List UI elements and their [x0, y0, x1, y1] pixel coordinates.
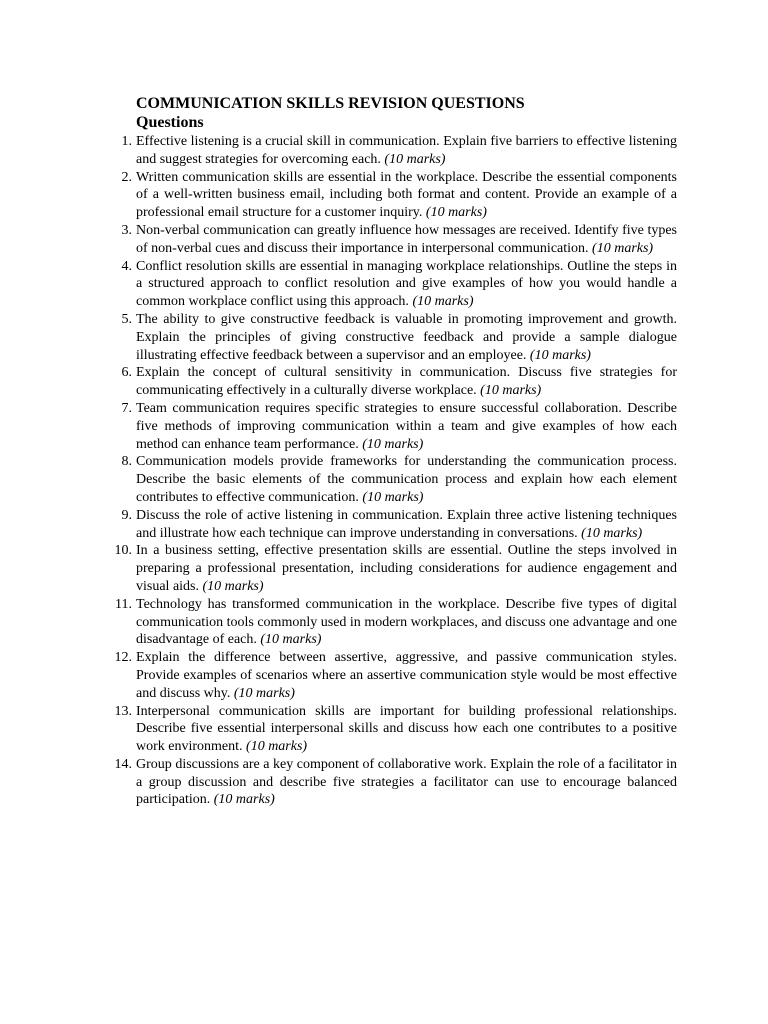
question-text: Group discussions are a key component of collaborative work. Explain the role of a facilitator in a group discussion and describe five strategies a facilitator can use to encourage balanced participation.	[136, 756, 677, 808]
question-item	[114, 649, 677, 702]
question-text: Effective listening is a crucial skill in communication. Explain five barriers to effective listening and suggest strategies for overcoming each.	[136, 134, 677, 167]
question-marks: (10 marks)	[246, 739, 308, 755]
question-item	[114, 703, 677, 756]
question-text: Team communication requires specific strategies to ensure successful collaboration. Describe five methods of improving communication within a team and give examples of how each method can enhance team performance.	[136, 400, 677, 452]
question-number: 4.	[121, 258, 132, 274]
question-marks: (10 marks)	[480, 383, 542, 399]
question-list	[114, 133, 677, 809]
question-marks: (10 marks)	[581, 525, 643, 541]
question-text: Conflict resolution skills are essential in managing workplace relationships. Outline the steps in a structured approach to conflict resolution and give examples of how you would handle a common workplace conflict using this approach.	[136, 258, 677, 310]
question-item	[114, 542, 677, 595]
question-item	[121, 258, 677, 311]
question-text: Written communication skills are essential in the workplace. Describe the essential components of a well-written business email, including both format and content. Provide an example of a professional email structure for a customer inquiry.	[136, 169, 677, 221]
question-text: Non-verbal communication can greatly influence how messages are received. Identify five types of non-verbal cues and discuss their importance in interpersonal communication.	[136, 222, 677, 256]
document-content	[114, 94, 677, 809]
question-marks: (10 marks)	[362, 436, 424, 452]
question-item	[121, 311, 677, 364]
question-marks: (10 marks)	[362, 489, 424, 505]
question-marks: (10 marks)	[202, 578, 264, 594]
question-text: Interpersonal communication skills are important for building professional relationships. Describe five essential interpersonal skills and discuss how each one contributes to a positive work environment.	[136, 703, 677, 755]
question-item	[114, 756, 677, 809]
question-item	[121, 400, 677, 453]
question-text: Technology has transformed communication in the workplace. Describe five types of digital communication tools commonly used in modern workplaces, and discuss one advantage and one disadvantage of each.	[136, 596, 677, 648]
question-item	[121, 507, 677, 543]
question-number: 12.	[114, 650, 132, 666]
question-number: 14.	[114, 756, 132, 772]
question-item	[115, 596, 677, 649]
question-item	[121, 133, 677, 169]
question-number: 8.	[121, 454, 132, 470]
question-number: 3.	[121, 222, 132, 238]
question-number: 10.	[114, 543, 132, 559]
document-title: COMMUNICATION SKILLS REVISION QUESTIONS	[136, 95, 525, 112]
question-text: Explain the concept of cultural sensitivity in communication. Discuss five strategies for communicating effectively in a culturally diverse workplace.	[136, 365, 677, 399]
question-item	[121, 453, 677, 506]
question-marks: (10 marks)	[260, 632, 322, 648]
question-number: 7.	[121, 400, 132, 416]
question-text: Explain the difference between assertive, aggressive, and passive communication styles. Provide examples of scenarios where an assertive communication style would be most effective and discuss why.	[136, 650, 677, 701]
question-number: 9.	[121, 507, 132, 523]
question-number: 5.	[121, 311, 132, 327]
question-number: 11.	[115, 596, 132, 612]
question-marks: (10 marks)	[529, 347, 591, 363]
question-marks: (10 marks)	[592, 240, 654, 256]
question-text: The ability to give constructive feedback is valuable in promoting improvement and growth. Explain the principles of giving constructive feedback and provide a sample dialogue illustrating effective feedback between a supervisor and an employee.	[136, 311, 677, 363]
question-text: Discuss the role of active listening in communication. Explain three active listening techniques and illustrate how each technique can improve understanding in conversations.	[136, 507, 677, 541]
question-marks: (10 marks)	[384, 151, 446, 167]
question-marks: (10 marks)	[213, 792, 275, 808]
question-text: Communication models provide frameworks for understanding the communication process. Describe the basic elements of the communication process and explain how each element contributes to effective communication.	[136, 454, 677, 505]
question-number: 2.	[121, 169, 132, 185]
question-item	[121, 222, 677, 258]
question-marks: (10 marks)	[412, 294, 474, 310]
question-text: In a business setting, effective presentation skills are essential. Outline the steps involved in preparing a professional presentation, including considerations for audience engagement and visual aids.	[136, 543, 677, 594]
question-item	[121, 364, 677, 400]
question-number: 13.	[114, 703, 132, 719]
question-number: 1.	[121, 134, 132, 149]
section-heading: Questions	[136, 114, 204, 131]
question-item	[121, 169, 677, 222]
question-marks: (10 marks)	[425, 205, 487, 221]
question-number: 6.	[121, 365, 132, 381]
question-marks: (10 marks)	[233, 685, 295, 701]
